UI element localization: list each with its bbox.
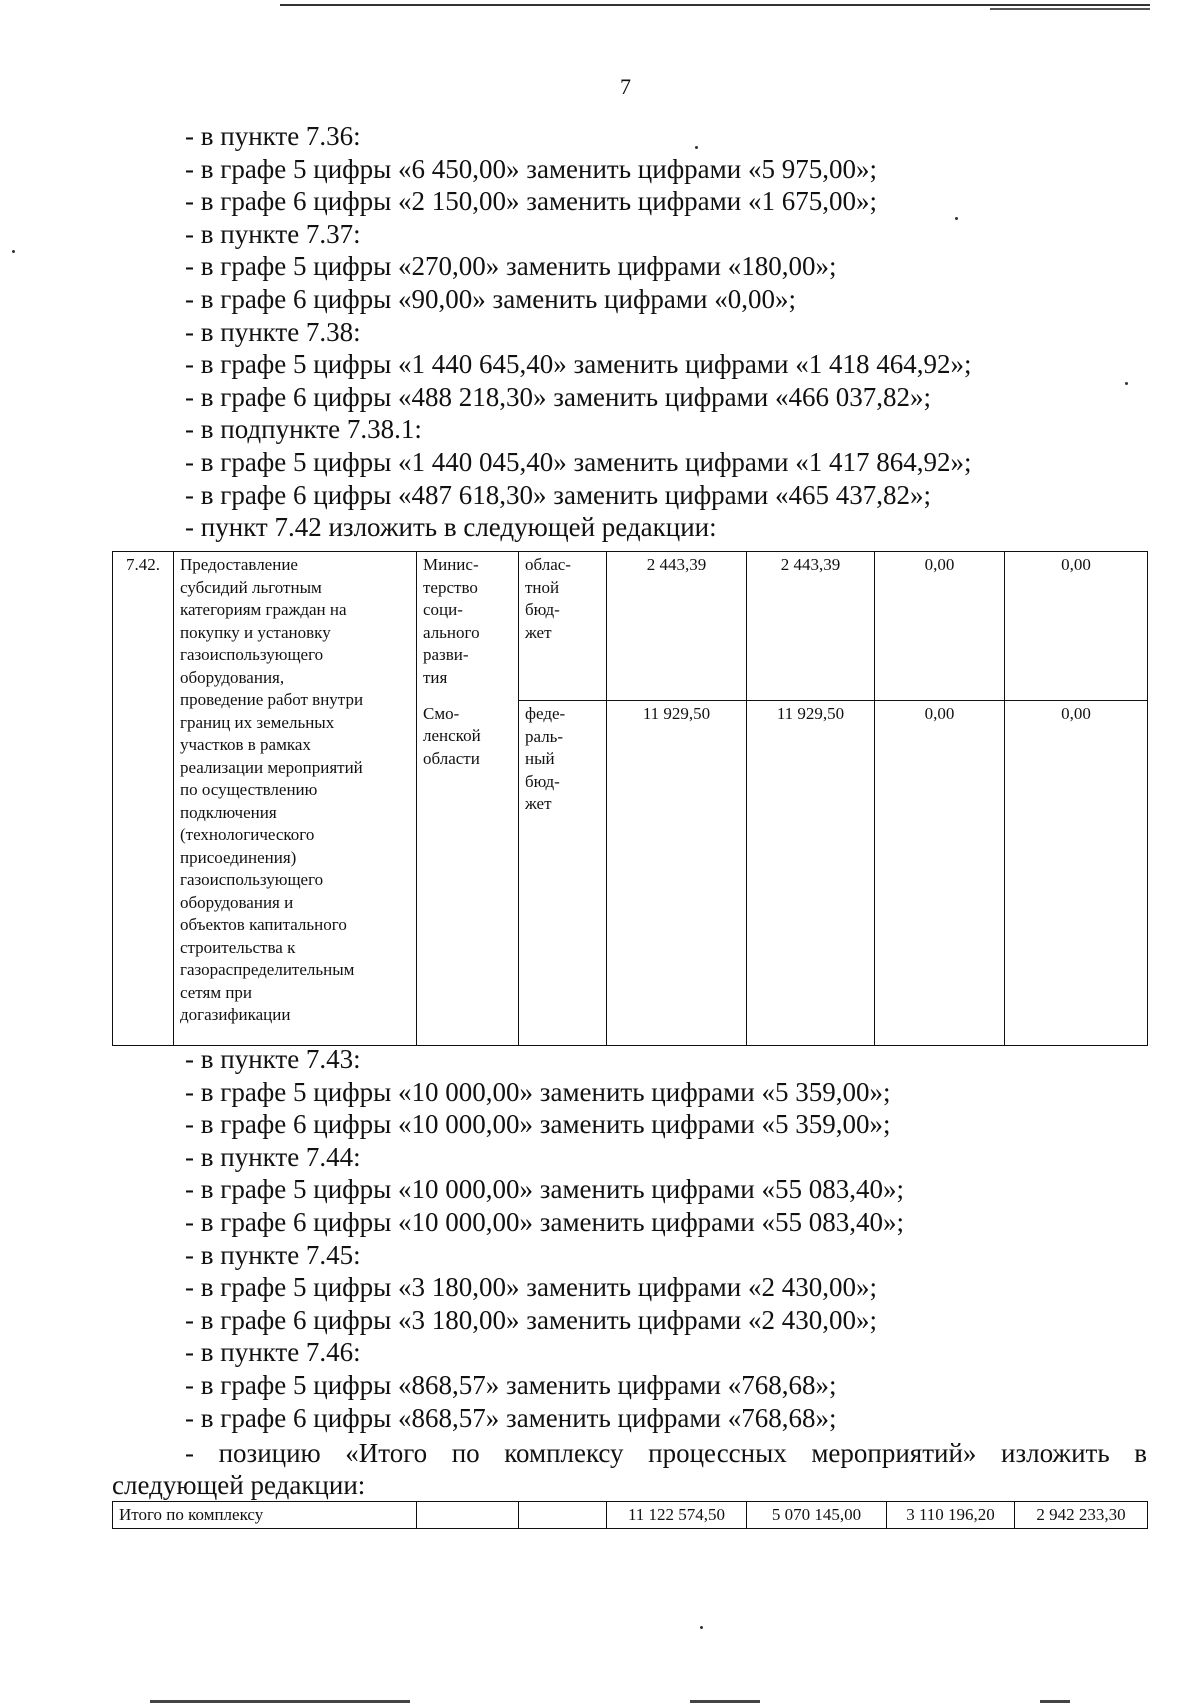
amendment-line: - в графе 6 цифры «2 150,00» заменить цифрами «1 675,00»; <box>185 186 877 217</box>
amendment-line: - в графе 5 цифры «1 440 645,40» заменить цифрами «1 418 464,92»; <box>185 349 972 380</box>
amount-col6: 2 443,39 <box>747 552 875 701</box>
description-line: проведение работ внутри <box>180 690 364 709</box>
total-col8: 2 942 233,30 <box>1015 1502 1148 1529</box>
executor-line: тия <box>423 667 448 687</box>
total-col6: 5 070 145,00 <box>747 1502 887 1529</box>
executor-line: терство <box>423 577 478 597</box>
amendment-line: - в подпункте 7.38.1: <box>185 414 422 445</box>
description-line: покупку и установку <box>180 622 331 642</box>
description-line: присоединения) <box>180 847 297 867</box>
amendment-line: - в пункте 7.43: <box>185 1044 361 1074</box>
description-line: границ их земельных <box>180 712 335 732</box>
scan-artifact-line <box>690 1700 760 1703</box>
funding-source <box>519 701 607 1046</box>
description-line: объектов капитального <box>180 915 347 934</box>
amendment-line: - в графе 5 цифры «3 180,00» заменить цифрами «2 430,00»; <box>185 1272 877 1303</box>
total-empty-cell <box>417 1502 519 1529</box>
amendment-line: - в графе 6 цифры «487 618,30» заменить цифрами «465 437,82»; <box>185 479 931 510</box>
paragraph-word: в <box>1134 1438 1147 1468</box>
description-line: участков в рамках <box>180 735 311 754</box>
executor-line: ленской <box>423 726 481 745</box>
amendment-line: - в графе 5 цифры «868,57» заменить цифрами «768,68»; <box>185 1369 837 1400</box>
description-line: газоиспользующего <box>180 645 324 664</box>
amendment-line: - в пункте 7.36: <box>185 121 361 151</box>
amendment-line: - в графе 6 цифры «10 000,00» заменить цифрами «55 083,40»; <box>185 1206 904 1237</box>
total-col7: 3 110 196,20 <box>887 1502 1015 1529</box>
amount-col7: 0,00 <box>875 552 1005 701</box>
executor-line: ального <box>423 622 480 642</box>
amendment-line: - в пункте 7.37: <box>185 218 361 249</box>
executor-line: Смо- <box>423 703 460 723</box>
item-number: 7.42. <box>113 552 174 1046</box>
item-742-table <box>112 551 1148 1046</box>
source-line: облас- <box>525 555 571 574</box>
amendment-list-top <box>185 120 1145 544</box>
executor-line: соци- <box>423 600 463 619</box>
paragraph-word: мероприятий» <box>811 1438 977 1468</box>
final-paragraph-line <box>112 1437 1147 1469</box>
final-paragraph-continuation: следующей редакции: <box>112 1470 366 1500</box>
amendment-line: - в графе 5 цифры «10 000,00» заменить цифрами «5 359,00»; <box>185 1076 891 1107</box>
amendment-line: - в графе 6 цифры «868,57» заменить цифрами «768,68»; <box>185 1402 837 1433</box>
source-line: раль- <box>525 726 564 746</box>
description-line: сетям при <box>180 982 253 1002</box>
total-label: Итого по комплексу <box>113 1502 417 1529</box>
scan-speck <box>695 146 698 149</box>
scan-artifact-line <box>990 8 1150 10</box>
amount-col8: 0,00 <box>1005 552 1148 701</box>
paragraph-word: по <box>451 1438 480 1468</box>
description-line: догазификации <box>180 1005 291 1024</box>
scan-artifact-line <box>280 4 1150 6</box>
amendment-line: - в графе 6 цифры «90,00» заменить цифрами «0,00»; <box>185 283 796 314</box>
amendment-line: - в пункте 7.44: <box>185 1141 361 1172</box>
source-line: феде- <box>525 704 566 723</box>
amount-col5: 2 443,39 <box>607 552 747 701</box>
paragraph-word: изложить <box>1001 1438 1110 1468</box>
executor-line: Минис- <box>423 555 479 574</box>
source-line: тной <box>525 577 560 597</box>
executor-cell <box>417 701 519 1046</box>
description-line: оборудования и <box>180 892 294 912</box>
description-line: газораспределительным <box>180 960 355 979</box>
amendment-line: - пункт 7.42 изложить в следующей редакции: <box>185 512 717 543</box>
scan-speck <box>955 217 958 220</box>
amendment-line: - в пункте 7.46: <box>185 1337 361 1368</box>
amendment-line: - в графе 5 цифры «10 000,00» заменить цифрами «55 083,40»; <box>185 1174 904 1205</box>
paragraph-word: позицию <box>218 1438 321 1468</box>
description-line: категориям граждан на <box>180 600 347 619</box>
scan-speck <box>1125 382 1128 385</box>
funding-source <box>519 552 607 701</box>
description-line: газоиспользующего <box>180 870 324 889</box>
total-table <box>112 1501 1148 1529</box>
scan-speck <box>700 1626 703 1629</box>
amendment-line: - в графе 6 цифры «10 000,00» заменить цифрами «5 359,00»; <box>185 1109 891 1140</box>
amendment-line: - в графе 6 цифры «488 218,30» заменить цифрами «466 037,82»; <box>185 381 931 412</box>
description-line: строительства к <box>180 937 296 957</box>
final-paragraph <box>112 1437 1147 1501</box>
scan-artifact-line <box>1040 1700 1070 1703</box>
executor-line: области <box>423 748 480 768</box>
source-line: бюд- <box>525 600 560 619</box>
item-description <box>174 552 417 1046</box>
description-line: субсидий льготным <box>180 577 322 597</box>
amendment-list-bottom <box>185 1043 1145 1434</box>
amount-col7: 0,00 <box>875 701 1005 1046</box>
description-line: реализации мероприятий <box>180 757 363 777</box>
source-line: жет <box>525 622 552 642</box>
scan-artifact-line <box>150 1700 410 1703</box>
amendment-line: - в графе 5 цифры «270,00» заменить цифрами «180,00»; <box>185 251 837 282</box>
amendment-line: - в графе 5 цифры «1 440 045,40» заменить цифрами «1 417 864,92»; <box>185 446 972 477</box>
description-line: (технологического <box>180 825 315 844</box>
paragraph-word: процессных <box>648 1438 787 1468</box>
description-line: оборудования, <box>180 667 285 687</box>
scan-speck <box>12 250 15 253</box>
total-empty-cell <box>519 1502 607 1529</box>
description-line: подключения <box>180 802 277 822</box>
description-line: Предоставление <box>180 555 298 574</box>
paragraph-word: «Итого <box>345 1438 428 1468</box>
amount-col6: 11 929,50 <box>747 701 875 1046</box>
paragraph-word: - <box>185 1438 194 1468</box>
source-line: бюд- <box>525 771 560 791</box>
amendment-line: - в графе 5 цифры «6 450,00» заменить цифрами «5 975,00»; <box>185 153 877 184</box>
page-number: 7 <box>620 74 631 99</box>
total-col5: 11 122 574,50 <box>607 1502 747 1529</box>
source-line: жет <box>525 794 552 813</box>
amendment-line: - в пункте 7.45: <box>185 1239 361 1270</box>
amount-col8: 0,00 <box>1005 701 1148 1046</box>
source-line: ный <box>525 749 555 768</box>
description-line: по осуществлению <box>180 780 318 799</box>
paragraph-word: комплексу <box>504 1438 624 1468</box>
amendment-line: - в графе 6 цифры «3 180,00» заменить цифрами «2 430,00»; <box>185 1304 877 1335</box>
executor-cell <box>417 552 519 701</box>
executor-line: разви- <box>423 645 469 664</box>
amendment-line: - в пункте 7.38: <box>185 316 361 347</box>
amount-col5: 11 929,50 <box>607 701 747 1046</box>
